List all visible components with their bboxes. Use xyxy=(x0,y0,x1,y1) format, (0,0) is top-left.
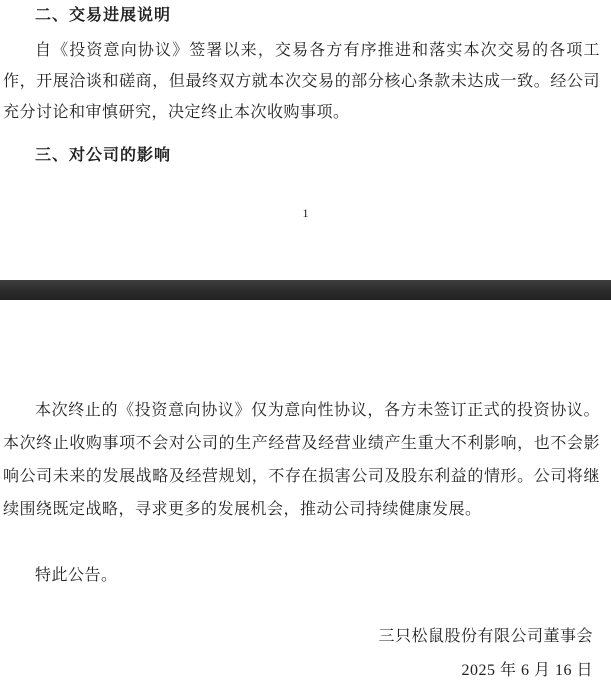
page-number: 1 xyxy=(302,206,309,220)
closing-statement: 特此公告。 xyxy=(35,567,118,584)
page-separator-bar xyxy=(0,280,611,300)
section-heading-transaction-progress: 二、交易进展说明 xyxy=(35,7,172,24)
signature-date: 2025 年 6 月 16 日 xyxy=(461,662,593,679)
paragraph-company-impact: 本次终止的《投资意向协议》仅为意向性协议，各方未签订正式的投资协议。本次终止收购事项不会对公司的生产经营及经营业绩产生重大不利影响，也不会影响公司未来的发展战略及经营规划，不存在损害公司及股东利益的情形。公司将继续围绕既定战略，寻求更多的发展机会，推动公司持续健康发展。 xyxy=(3,402,600,518)
paragraph-transaction-progress: 自《投资意向协议》签署以来，交易各方有序推进和落实本次交易的各项工作，开展洽谈和磋商，但最终双方就本次交易的部分核心条款未达成一致。经公司充分讨论和审慎研究，决定终止本次收购事项。 xyxy=(3,42,600,121)
section-heading-company-impact: 三、对公司的影响 xyxy=(35,147,172,164)
signature-company-board: 三只松鼠股份有限公司董事会 xyxy=(378,628,593,645)
